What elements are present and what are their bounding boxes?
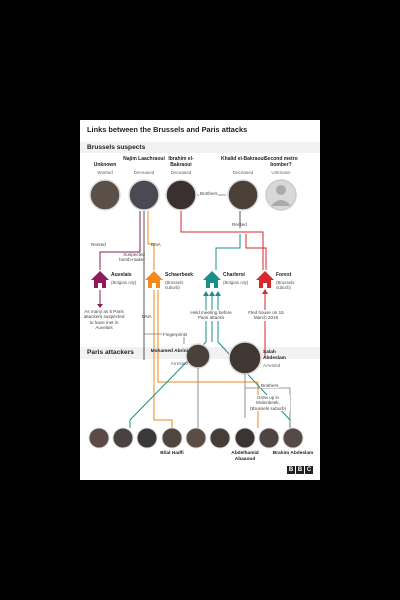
bbc-logo-letter: B xyxy=(288,467,294,473)
auvelais-note: As many as 6 Paris attackers suspected to have met in Auvelais xyxy=(83,309,125,330)
infographic-title: Links between the Brussels and Paris attacks xyxy=(87,125,248,134)
dna-label-top: DNA xyxy=(151,242,161,247)
attacker-row-photo xyxy=(259,428,279,448)
bbc-logo xyxy=(287,466,313,474)
line-dna-schaerbeek xyxy=(148,211,154,270)
bbc-logo-letter: B xyxy=(297,467,303,473)
location-name: Forest xyxy=(276,272,292,278)
location-name: Auvelais xyxy=(111,272,132,278)
attacker-name-abrini: Mohamed Abrini xyxy=(150,349,188,354)
line-rented-charleroi xyxy=(216,234,240,270)
location-sub: (Belgian city) xyxy=(223,280,249,285)
suspect-photo-unknown xyxy=(90,180,120,210)
suspect-name: Khalid el-Bakraoui xyxy=(221,156,265,162)
attacker-row-name-brahim: Brahim Abdeslam xyxy=(272,451,314,456)
suspect-photo-laachraoui xyxy=(129,180,159,210)
location-sub: (Belgian city) xyxy=(111,280,137,285)
line-ibrahim-forest xyxy=(181,211,263,270)
attacker-row-photo-abaaoud xyxy=(235,428,255,448)
location-sub: (Brussels suburb) xyxy=(276,280,295,291)
suspects-section-label: Brussels suspects xyxy=(87,144,146,151)
infographic-card xyxy=(80,120,320,480)
suspect-name: Unknown xyxy=(93,162,117,168)
bomb-maker-label: Suspected bomb-maker xyxy=(119,252,145,263)
attacker-row-photos xyxy=(89,428,303,448)
location-name: Charleroi xyxy=(223,272,245,278)
attacker-row-photo-hadfi xyxy=(162,428,182,448)
attacker-row-photo xyxy=(210,428,230,448)
attacker-status-salah: Arrested xyxy=(263,363,281,368)
attacker-row-photo xyxy=(137,428,157,448)
attacker-row-name-abaaoud: Abdelhamid Abaaoud xyxy=(231,451,259,462)
suspect-status: Deceased xyxy=(232,170,254,175)
attacker-row-photo xyxy=(113,428,133,448)
fingerprints-label: Fingerprints xyxy=(163,332,188,337)
suspect-status: Deceased xyxy=(170,170,192,175)
brothers-label-bottom: Brothers xyxy=(261,383,279,388)
dna-label-mid: DNA xyxy=(142,314,152,319)
attacker-photo-salah xyxy=(229,342,261,374)
rented-label-left: Rented xyxy=(91,242,106,247)
attackers-section-label: Paris attackers xyxy=(87,349,134,356)
brothers-label-top: Brothers xyxy=(200,191,218,196)
fled-house-label: Fled house on 15 March 2016 xyxy=(244,310,288,321)
attacker-row-photo xyxy=(89,428,109,448)
suspect-status: Deceased xyxy=(133,170,155,175)
suspect-photos xyxy=(90,180,296,210)
line-schaerbeek-down xyxy=(154,290,172,428)
attacker-status-abrini: Arrested xyxy=(170,361,188,366)
suspect-name: Second metro bomber? xyxy=(264,156,298,168)
attacker-row-photo xyxy=(186,428,206,448)
rented-label-right: Rented xyxy=(232,222,247,227)
suspect-photo-khalid xyxy=(228,180,258,210)
bbc-logo-letter: C xyxy=(306,467,312,473)
held-meeting-label: Held meeting before Paris attacks xyxy=(190,310,232,321)
attacker-row-name-hadfi: Bilal Hadfi xyxy=(160,451,184,456)
suspect-status: Wanted xyxy=(97,170,113,175)
attacker-photo-abrini xyxy=(186,344,210,368)
suspect-name: Najim Laachraoui xyxy=(123,156,165,162)
location-sub: (Brussels suburb) xyxy=(165,280,184,291)
attacker-row-photo-brahim xyxy=(283,428,303,448)
suspect-name: Ibrahim el-Bakraoui xyxy=(168,156,194,168)
suspect-status: Unknown xyxy=(271,170,291,175)
grew-up-label: Grew up in Molenbeek, (Brussels suburb) xyxy=(246,395,290,411)
attacker-name-salah: Salah Abdeslam xyxy=(263,350,286,361)
suspect-photo-ibrahim xyxy=(166,180,196,210)
location-name: Schaerbeek xyxy=(165,272,194,278)
